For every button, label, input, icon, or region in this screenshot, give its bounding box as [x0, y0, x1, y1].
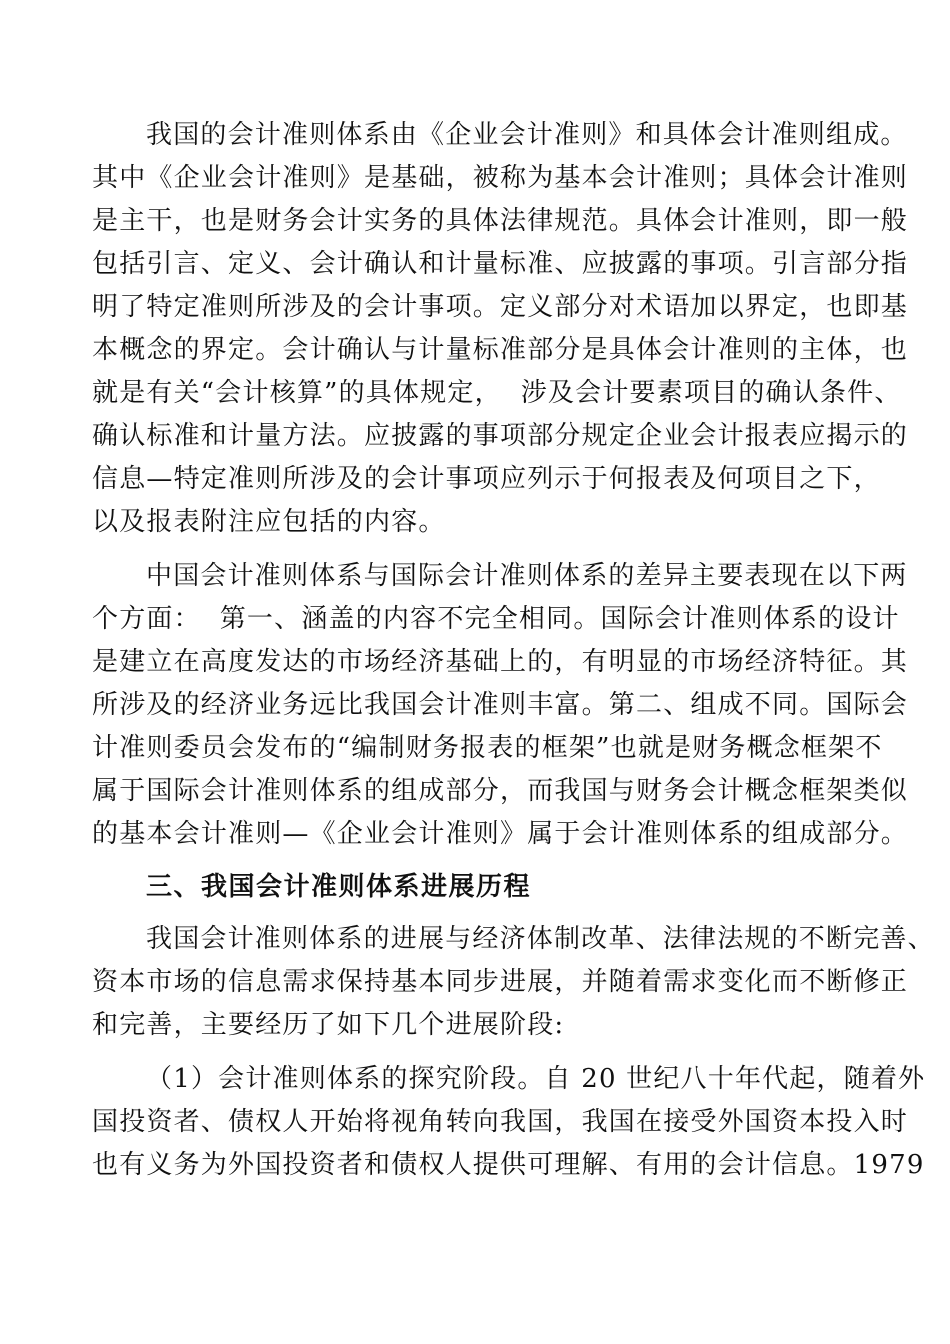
text-line: 本概念的界定。会计确认与计量标准部分是具体会计准则的主体，也	[92, 335, 909, 365]
text-line: 属于国际会计准则体系的组成部分，而我国与财务会计概念框架类似	[92, 776, 909, 806]
text-line: 以及报表附注应包括的内容。	[92, 507, 446, 537]
text-line: 我国会计准则体系的进展与经济体制改革、法律法规的不断完善、	[146, 924, 935, 954]
text-line: 也有义务为外国投资者和债权人提供可理解、有用的会计信息。1979	[92, 1150, 925, 1180]
text-line: 和完善，主要经历了如下几个进展阶段:	[92, 1010, 565, 1040]
text-line: 资本市场的信息需求保持基本同步进展，并随着需求变化而不断修正	[92, 967, 909, 997]
section-heading: 三、我国会计准则体系进展历程	[146, 872, 532, 902]
text-line: 的基本会计准则—《企业会计准则》属于会计准则体系的组成部分。	[92, 819, 909, 849]
text-line: 计准则委员会发布的“编制财务报表的框架”也就是财务概念框架不	[92, 733, 883, 763]
text-line: （1）会计准则体系的探究阶段。自 20 世纪八十年代起，随着外	[146, 1064, 926, 1094]
text-line: 是建立在高度发达的市场经济基础上的，有明显的市场经济特征。其	[92, 647, 909, 677]
text-line: 确认标准和计量方法。应披露的事项部分规定企业会计报表应揭示的	[92, 421, 909, 451]
text-line: 包括引言、定义、会计确认和计量标准、应披露的事项。引言部分指	[92, 249, 909, 279]
text-line: 所涉及的经济业务远比我国会计准则丰富。第二、组成不同。国际会	[92, 690, 909, 720]
text-line: 明了特定准则所涉及的会计事项。定义部分对术语加以界定，也即基	[92, 292, 909, 322]
text-line: 中国会计准则体系与国际会计准则体系的差异主要表现在以下两	[146, 561, 908, 591]
text-line: 国投资者、债权人开始将视角转向我国，我国在接受外国资本投入时	[92, 1107, 909, 1137]
text-line: 信息—特定准则所涉及的会计事项应列示于何报表及何项目之下，	[92, 464, 881, 494]
text-line: 是主干，也是财务会计实务的具体法律规范。具体会计准则，即一般	[92, 206, 909, 236]
text-line: 其中《企业会计准则》是基础，被称为基本会计准则；具体会计准则	[92, 163, 909, 193]
text-line: 个方面： 第一、涵盖的内容不完全相同。国际会计准则体系的设计	[92, 604, 900, 634]
text-line: 就是有关“会计核算”的具体规定， 涉及会计要素项目的确认条件、	[92, 378, 902, 408]
text-line: 我国的会计准则体系由《企业会计准则》和具体会计准则组成。	[146, 120, 908, 150]
